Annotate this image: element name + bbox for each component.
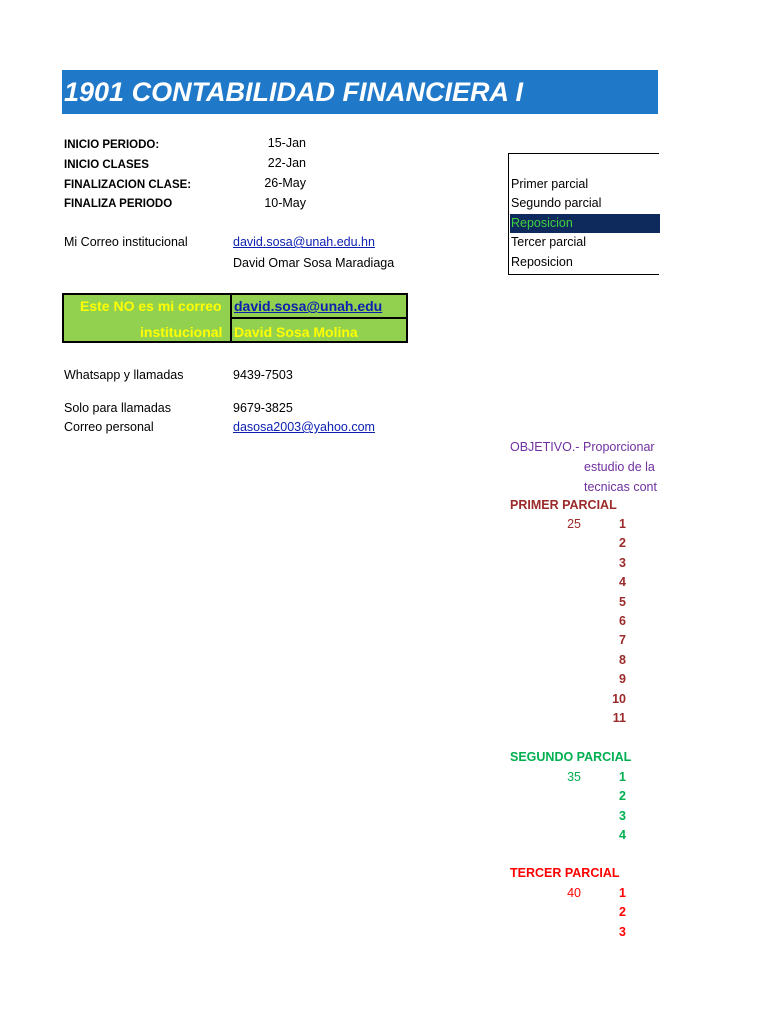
correo-institucional-link[interactable]: david.sosa@unah.edu.hn	[233, 235, 375, 249]
other-email-link[interactable]: david.sosa@unah.edu	[234, 298, 383, 314]
whatsapp-label: Whatsapp y llamadas	[64, 368, 184, 382]
objetivo-label: OBJETIVO.-	[510, 440, 580, 454]
llamadas-label: Solo para llamadas	[64, 401, 172, 415]
exam-row-segundo-parcial: Segundo parcial	[511, 196, 602, 210]
page-title: 1901 CONTABILIDAD FINANCIERA I	[64, 77, 524, 107]
other-name: David Sosa Molina	[234, 324, 358, 340]
parcial-item-number: 3	[619, 555, 626, 570]
objetivo-line3: tecnicas cont	[584, 480, 657, 494]
parcial-item-number: 1	[619, 770, 626, 784]
parcial-item-number: 11	[612, 711, 626, 725]
llamadas-number: 9679-3825	[233, 401, 293, 415]
date-label-finaliza-periodo: FINALIZA PERIODO	[64, 198, 173, 210]
exam-row-tercer-parcial: Tercer parcial	[511, 235, 587, 249]
exam-row-reposicion-selected[interactable]: Reposicion	[510, 214, 660, 233]
parcial-item-number: 4	[619, 575, 626, 590]
correo-institucional-label: Mi Correo institucional	[64, 235, 188, 249]
parcial-item-number: 4	[619, 828, 626, 843]
warning-text-line1: Este NO es mi correo	[80, 298, 222, 314]
warning-text-line2: institucional	[140, 324, 223, 340]
date-label-finalizacion-clase: FINALIZACION CLASE:	[64, 179, 192, 191]
parcial-item-number: 3	[619, 924, 626, 939]
parcial-item-number: 9	[619, 672, 626, 687]
exams-table	[508, 153, 659, 275]
date-value-inicio-clases: 22-Jan	[267, 156, 306, 170]
parcial-item-number: 1	[619, 886, 626, 900]
primer-parcial-weight: 25	[567, 517, 581, 531]
nombre-completo: David Omar Sosa Maradiaga	[233, 256, 395, 270]
primer-parcial-title: PRIMER PARCIAL	[510, 498, 617, 512]
parcial-item-number: 6	[619, 614, 626, 628]
objetivo-line1: Proporcionar	[583, 440, 655, 454]
correo-personal-link[interactable]: dasosa2003@yahoo.com	[233, 420, 375, 434]
parcial-item-number: 2	[619, 905, 626, 920]
parcial-item-number: 3	[619, 808, 626, 823]
whatsapp-number: 9439-7503	[233, 368, 293, 382]
date-value-inicio-periodo: 15-Jan	[267, 136, 306, 150]
objetivo-line2: estudio de la	[584, 460, 655, 474]
title-bar	[62, 70, 658, 114]
date-value-finaliza-periodo: 10-May	[264, 196, 306, 210]
correo-personal-label: Correo personal	[64, 420, 154, 434]
exam-row-primer-parcial: Primer parcial	[511, 177, 589, 191]
parcial-item-number: 5	[619, 594, 626, 609]
parcial-item-number: 1	[619, 517, 626, 531]
parcial-item-number: 2	[619, 789, 626, 804]
date-label-inicio-clases: INICIO CLASES	[64, 159, 149, 171]
exam-row-blank	[510, 154, 660, 173]
tercer-parcial-weight: 40	[567, 886, 581, 900]
segundo-parcial-title: SEGUNDO PARCIAL	[510, 750, 632, 764]
date-value-finalizacion-clase: 26-May	[264, 176, 306, 190]
warning-box-divider	[230, 317, 408, 319]
exam-row-reposicion: Reposicion	[511, 255, 573, 269]
parcial-item-number: 8	[619, 652, 626, 667]
parcial-item-number: 7	[619, 633, 626, 648]
segundo-parcial-weight: 35	[567, 770, 581, 784]
parcial-item-number: 2	[619, 536, 626, 551]
tercer-parcial-title: TERCER PARCIAL	[510, 866, 620, 880]
date-label-inicio-periodo: INICIO PERIODO:	[64, 139, 160, 151]
parcial-item-number: 10	[612, 691, 626, 706]
